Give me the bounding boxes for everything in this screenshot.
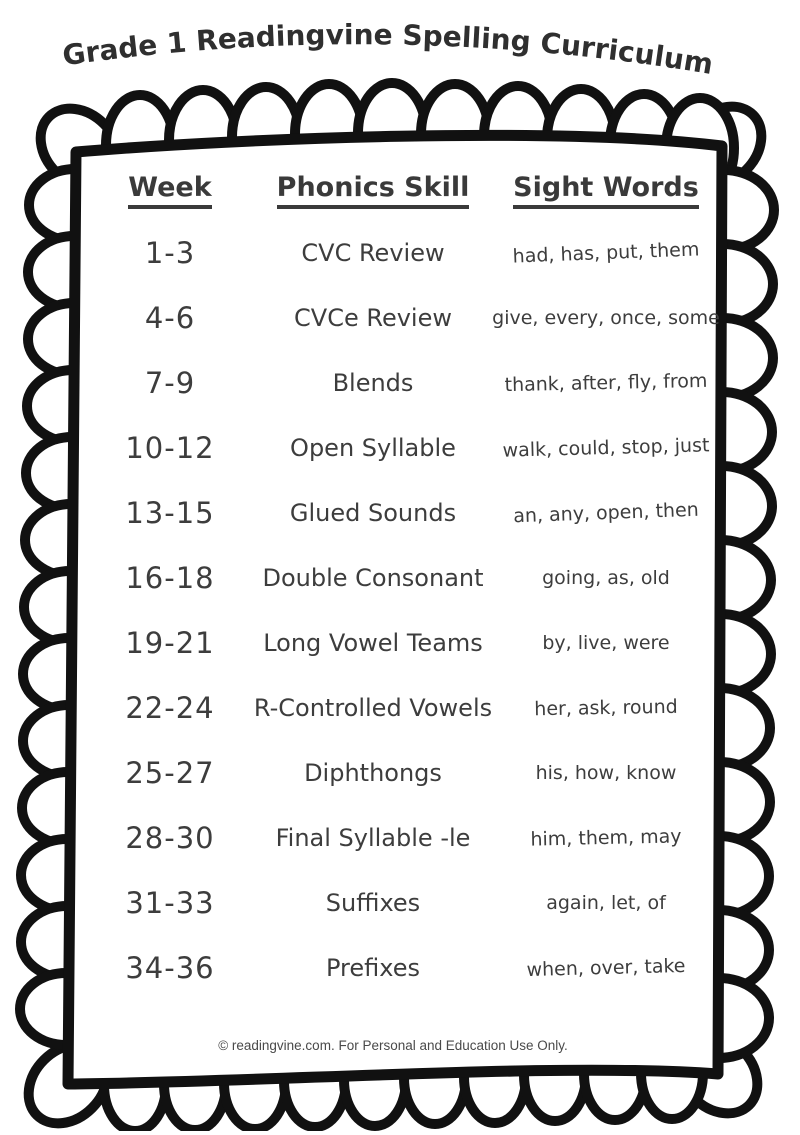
week-range: 34-36 (125, 950, 215, 985)
sight-words: walk, could, stop, just (502, 433, 710, 462)
week-range: 7-9 (144, 365, 196, 400)
phonics-skill: Open Syllable (290, 433, 456, 462)
phonics-skill: Prefixes (325, 953, 420, 982)
phonics-skill: Long Vowel Teams (263, 628, 483, 657)
copyright-notice: © readingvine.com. For Personal and Education Use Only. (218, 1038, 568, 1053)
sight-words: her, ask, round (534, 695, 678, 720)
phonics-skill: Glued Sounds (289, 498, 457, 527)
week-range: 1-3 (144, 235, 196, 270)
sight-words: when, over, take (526, 954, 686, 981)
phonics-skill: CVCe Review (294, 303, 452, 332)
week-range: 22-24 (125, 690, 215, 725)
sight-words: by, live, were (542, 631, 670, 654)
curriculum-table (95, 162, 720, 1000)
week-range: 4-6 (144, 300, 196, 335)
phonics-skill: Final Syllable -le (275, 823, 471, 852)
week-range: 25-27 (125, 755, 215, 790)
phonics-skill: Diphthongs (304, 758, 442, 787)
page-title: Grade 1 Readingvine Spelling Curriculum (60, 18, 716, 82)
phonics-skill: Blends (332, 368, 414, 397)
column-header-phonics-skill: Phonics Skill (245, 162, 501, 220)
sight-words: going, as, old (542, 566, 670, 589)
curriculum-content (95, 162, 720, 1053)
phonics-skill: R-Controlled Vowels (253, 693, 493, 722)
phonics-skill: CVC Review (301, 238, 445, 267)
phonics-skill: Double Consonant (262, 563, 484, 592)
sight-words: give, every, once, some (492, 306, 720, 329)
column-header-week: Week (95, 162, 245, 220)
sight-words: again, let, of (546, 891, 666, 914)
week-range: 10-12 (125, 430, 215, 465)
sight-words: an, any, open, then (512, 498, 700, 527)
week-range: 16-18 (125, 560, 215, 595)
sight-words: had, has, put, them (512, 237, 700, 268)
column-header-sight-words: Sight Words (501, 162, 711, 220)
phonics-skill: Suffixes (325, 888, 421, 917)
week-range: 13-15 (125, 495, 215, 530)
sight-words: thank, after, fly, from (504, 369, 708, 396)
week-range: 28-30 (125, 820, 215, 855)
sight-words: his, how, know (535, 761, 677, 784)
week-range: 31-33 (125, 885, 215, 920)
week-range: 19-21 (125, 625, 215, 660)
sight-words: him, them, may (530, 824, 682, 851)
